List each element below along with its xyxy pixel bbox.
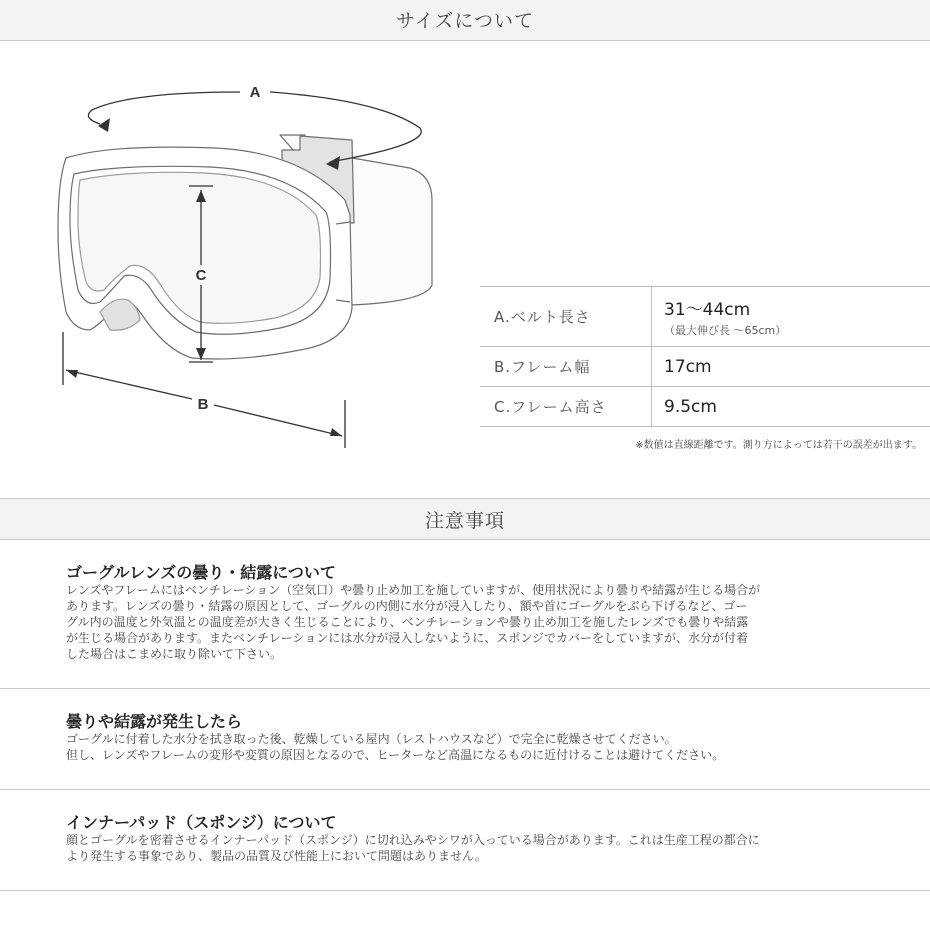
notes-section-title: 注意事項 — [424, 509, 505, 532]
note-line: グル内の温度と外気温との温度差が大きく生じることにより、ベンチレーションや曇り止め加工を施したレンズでも曇りや結露 — [66, 615, 749, 629]
note-fogging — [0, 540, 930, 689]
goggle-diagram — [0, 40, 480, 460]
measurement-note: ※数値は直線距離です。測り方によっては若干の誤差が出ます。 — [635, 440, 922, 451]
note-condensation — [0, 689, 930, 790]
note-line: 但し、レンズやフレームの変形や変質の原因となるので、ヒーターなど高温になるものに近付けることは避けてください。 — [66, 748, 725, 762]
spec-row-belt — [480, 287, 930, 347]
notes-section-header — [0, 498, 930, 540]
note-title: 曇りや結露が発生したら — [66, 712, 243, 731]
note-line: あります。レンズの曇り・結露の原因として、ゴーグルの内側に水分が浸入したり、額や首にゴーグルをぶら下げるなど、ゴー — [66, 599, 748, 613]
spec-value-sub: （最大伸び長 〜65cm） — [664, 324, 787, 337]
size-section-header — [0, 0, 930, 41]
note-line: した場合はこまめに取り除いて下さい。 — [66, 647, 283, 661]
note-line: が生じる場合があります。またベンチレーションには水分が浸入しないように、スポンジでカバーをしていますが、水分が付着 — [66, 631, 749, 645]
spec-value — [652, 287, 930, 347]
note-title: ゴーグルレンズの曇り・結露について — [66, 563, 336, 582]
size-spec-table — [480, 286, 930, 427]
diagram-label-a: A — [249, 84, 261, 101]
spec-value: 17cm — [652, 347, 930, 387]
note-line: より発生する事象であり、製品の品質及び性能上において問題はありません。 — [66, 849, 487, 863]
diagram-label-c: C — [195, 267, 207, 284]
spec-label: A.ベルト長さ — [480, 287, 652, 347]
size-section-title: サイズについて — [395, 10, 535, 32]
spec-value: 9.5cm — [652, 387, 930, 427]
note-inner-pad — [0, 790, 930, 891]
note-body — [66, 832, 866, 864]
spec-value-main: 31〜44cm — [664, 300, 751, 320]
diagram-label-b: B — [197, 396, 209, 413]
spec-row-width — [480, 347, 930, 387]
spec-label: C.フレーム高さ — [480, 387, 652, 427]
note-body — [66, 731, 866, 763]
note-line: レンズやフレームにはベンチレーション（空気口）や曇り止め加工を施していますが、使用状況により曇りや結露が生じる場合が — [66, 583, 761, 597]
note-line: 顔とゴーグルを密着させるインナーパッド（スポンジ）に切れ込みやシワが入っている場合があります。これは生産工程の都合に — [66, 833, 760, 847]
spec-label: B.フレーム幅 — [480, 347, 652, 387]
spec-row-height — [480, 387, 930, 427]
note-line: ゴーグルに付着した水分を拭き取った後、乾燥している屋内（レストハウスなど）で完全に乾燥させてください。 — [66, 732, 677, 746]
note-body — [66, 582, 866, 662]
note-title: インナーパッド（スポンジ）について — [66, 813, 337, 832]
